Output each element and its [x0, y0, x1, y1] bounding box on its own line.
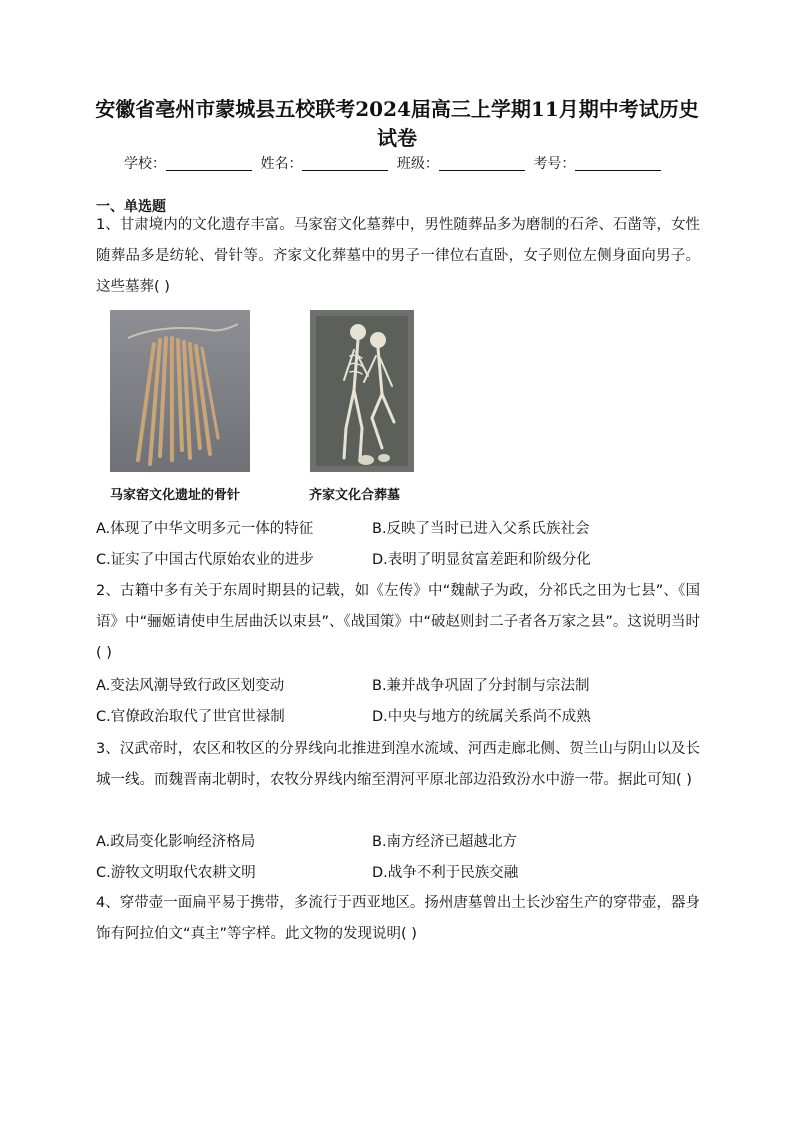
joint-burial-caption: 齐家文化合葬墓 [309, 488, 401, 503]
question-3-stem: 3、汉武帝时，农区和牧区的分界线向北推进到湟水流域、河西走廊北侧、贺兰山与阴山以及长城一线。而魏晋南北朝时，农牧分界线内缩至渭河平原北部边沿致汾水中游一带。据此可知( ) [96, 741, 700, 788]
question-2-stem: 2、古籍中多有关于东周时期县的记载，如《左传》中“魏献子为政，分祁氏之田为七县”、《国语》中“骊姬请使申生居曲沃以束县”、《战国策》中“破赵则封二子者各万家之县”。这说明当时( ) [96, 583, 700, 661]
q1-option-a[interactable]: A.体现了中华文明多元一体的特征 [96, 521, 314, 537]
q3-option-b[interactable]: B.南方经济已超越北方 [372, 834, 518, 850]
class-blank[interactable] [439, 156, 525, 171]
q1-option-c[interactable]: C.证实了中国古代原始农业的进步 [96, 552, 314, 568]
name-blank[interactable] [302, 156, 388, 171]
school-blank[interactable] [166, 156, 252, 171]
school-label: 学校： [124, 156, 166, 172]
question-1-stem: 1、甘肃境内的文化遗存丰富。马家窑文化墓葬中，男性随葬品多为磨制的石斧、石凿等，女性随葬品多是纺轮、骨针等。齐家文化葬墓中的男子一律位右直卧，女子则位左侧身面向男子。这些墓葬( ) [96, 217, 700, 295]
exam-title-line1: 安徽省亳州市蒙城县五校联考2024届高三上学期11月期中考试历史 [95, 97, 699, 121]
number-blank[interactable] [575, 156, 661, 171]
section-heading: 一、单选题 [96, 199, 166, 215]
bone-needles-caption: 马家窑文化遗址的骨针 [110, 488, 241, 503]
student-info-row [124, 154, 665, 174]
name-label: 姓名： [260, 156, 303, 172]
q2-option-a[interactable]: A.变法风潮导致行政区划变动 [96, 678, 285, 694]
q3-option-d[interactable]: D.战争不利于民族交融 [372, 865, 519, 881]
q3-option-c[interactable]: C.游牧文明取代农耕文明 [96, 865, 256, 881]
q1-option-d[interactable]: D.表明了明显贫富差距和阶级分化 [372, 552, 591, 568]
class-label: 班级： [396, 156, 439, 172]
number-label: 考号： [533, 156, 576, 172]
q3-option-a[interactable]: A.政局变化影响经济格局 [96, 834, 256, 850]
q2-option-c[interactable]: C.官僚政治取代了世官世禄制 [96, 709, 285, 725]
bone-needles-image [110, 310, 250, 472]
question-4-stem: 4、穿带壶一面扁平易于携带，多流行于西亚地区。扬州唐墓曾出土长沙窑生产的穿带壶，器身饰有阿拉伯文“真主”等字样。此文物的发现说明( ) [96, 895, 700, 942]
joint-burial-image [310, 310, 414, 472]
q1-option-b[interactable]: B.反映了当时已进入父系氏族社会 [372, 521, 590, 537]
exam-title-line2: 试卷 [377, 126, 417, 150]
q2-option-b[interactable]: B.兼并战争巩固了分封制与宗法制 [372, 678, 590, 694]
q2-option-d[interactable]: D.中央与地方的统属关系尚不成熟 [372, 709, 591, 725]
